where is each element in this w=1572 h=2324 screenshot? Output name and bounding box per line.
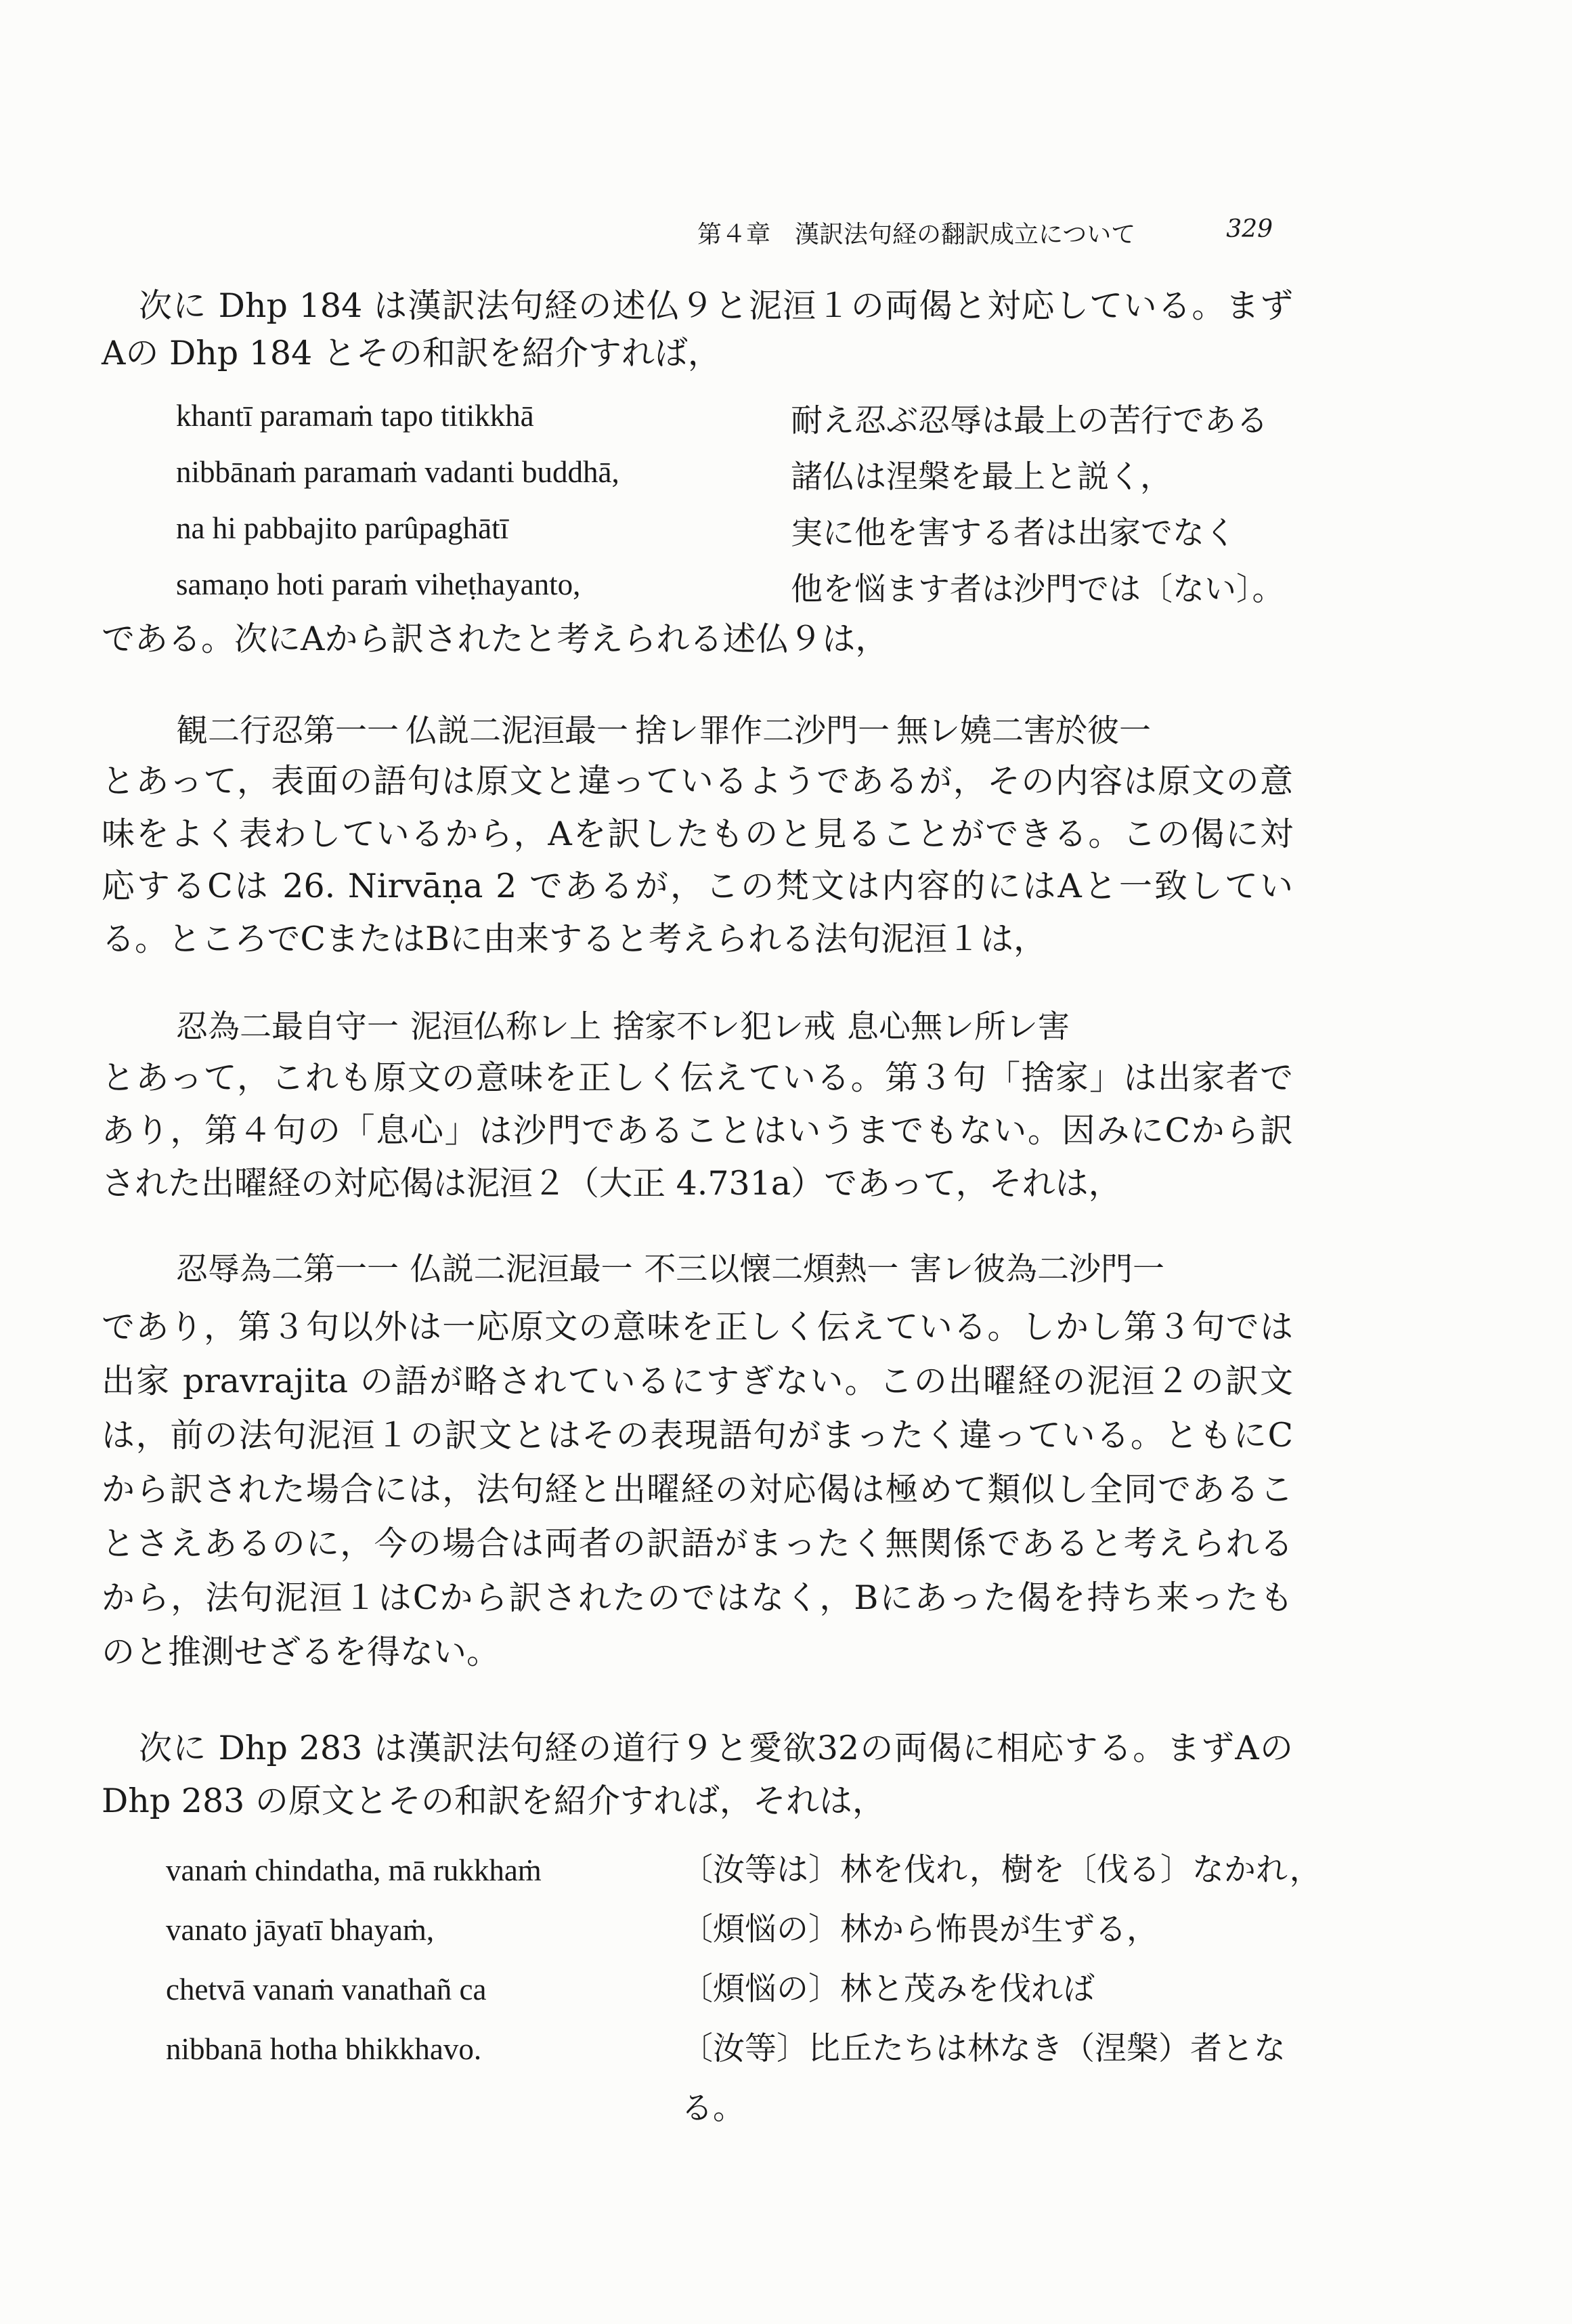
paragraph-line: Dhp 283 の原文とその和訳を紹介すれば，それは， [102, 1782, 886, 1820]
kanbun-phrase: 捨レ罪作二沙門一 [635, 712, 890, 750]
paragraph-line: から訳された場合には，法句経と出曜経の対応偈は極めて類似し全同であるこ [102, 1470, 1293, 1509]
pali-verse-line: nibbanā hotha bhikkhavo. [166, 2032, 482, 2066]
paragraph-line: 出家 pravrajita の語が略されているにすぎない。この出曜経の泥洹２の訳文 [102, 1362, 1293, 1400]
pali-verse-line: nibbānaṁ paramaṁ vadanti buddhā, [176, 455, 619, 489]
kanbun-phrase: 無レ嬈二害於彼一 [896, 712, 1151, 750]
page-number: 329 [1226, 215, 1273, 243]
kanbun-phrase: 捨家不レ犯レ戒 [613, 1008, 835, 1046]
pali-verse-line: khantī paramaṁ tapo titikkhā [176, 399, 534, 433]
pali-verse-line: vanato jāyatī bhayaṁ, [166, 1913, 435, 1947]
translation-line: 耐え忍ぶ忍辱は最上の苦行である [791, 402, 1268, 439]
paragraph-line: であり，第３句以外は一応原文の意味を正しく伝えている。しかし第３句では [102, 1308, 1293, 1346]
paragraph-line: とあって，表面の語句は原文と違っているようであるが，その内容は原文の意 [102, 762, 1293, 800]
chapter-title: 第４章 漢訳法句経の翻訳成立について [697, 221, 1136, 249]
paragraph-line: である。次にAから訳されたと考えられる述仏９は， [102, 620, 889, 658]
kanbun-phrase: 仏説二泥洹最一 [410, 1251, 633, 1288]
paragraph-line: 次に Dhp 184 は漢訳法句経の述仏９と泥洹１の両偈と対応している。まず [139, 286, 1293, 325]
translation-line: 実に他を害する者は出家でなく [791, 515, 1236, 552]
paragraph-line: 次に Dhp 283 は漢訳法句経の道行９と愛欲32の両偈に相応する。まずAの [139, 1729, 1293, 1767]
paragraph-line: あり，第４句の「息心」は沙門であることはいうまでもない。因みにCから訳 [102, 1111, 1293, 1150]
paragraph-line: とあって，これも原文の意味を正しく伝えている。第３句「捨家」は出家者で [102, 1058, 1293, 1097]
paragraph-line: は，前の法句泥洹１の訳文とはその表現語句がまったく違っている。ともにC [102, 1416, 1293, 1455]
translation-line: 諸仏は涅槃を最上と説く， [791, 458, 1173, 496]
paragraph-line: 味をよく表わしているから，Aを訳したものと見ることができる。この偈に対 [102, 815, 1293, 853]
paragraph-line: る。ところでCまたはBに由来すると考えられる法句泥洹１は， [102, 920, 1047, 958]
pali-verse-line: na hi pabbajito parûpaghātī [176, 511, 509, 545]
kanbun-verse [176, 1248, 1164, 1291]
kanbun-phrase: 仏説二泥洹最一 [406, 712, 628, 750]
translation-line: 〔汝等〕比丘たちは林なき（涅槃）者とな [681, 2030, 1286, 2067]
translation-line: 〔汝等は〕林を伐れ，樹を〔伐る〕なかれ， [681, 1851, 1322, 1889]
paragraph-line: から，法句泥洹１はCから訳されたのではなく，Bにあった偈を持ち来ったも [102, 1578, 1294, 1617]
paragraph-line: Aの Dhp 184 とその和訳を紹介すれば， [102, 334, 721, 372]
kanbun-phrase: 泥洹仏称レ上 [410, 1008, 601, 1046]
running-header [697, 215, 1273, 253]
paragraph-line: された出曜経の対応偈は泥洹２（大正 4.731a）であって，それは， [102, 1164, 1122, 1203]
kanbun-phrase: 害レ彼為二沙門一 [909, 1251, 1164, 1288]
kanbun-phrase: 忍為二最自守一 [176, 1008, 399, 1046]
kanbun-phrase: 観二行忍第一一 [176, 712, 399, 750]
paragraph-line: とさえあるのに，今の場合は両者の訳語がまったく無関係であると考えられる [102, 1524, 1293, 1563]
paragraph-line: のと推測せざるを得ない。 [102, 1633, 500, 1671]
kanbun-phrase: 忍辱為二第一一 [176, 1251, 399, 1288]
translation-line: る。 [681, 2090, 745, 2127]
translation-line: 他を悩ます者は沙門では〔ない〕。 [791, 571, 1284, 608]
kanbun-phrase: 息心無レ所レ害 [847, 1008, 1070, 1046]
kanbun-verse [176, 1006, 1070, 1049]
pali-verse-line: samaṇo hoti paraṁ viheṭhayanto, [176, 567, 581, 601]
pali-verse-line: chetvā vanaṁ vanathañ ca [166, 1973, 487, 2006]
translation-line: 〔煩悩の〕林と茂みを伐れば [681, 1971, 1095, 2008]
kanbun-phrase: 不三以懐二煩熱一 [644, 1251, 899, 1288]
translation-line: 〔煩悩の〕林から怖畏が生ずる， [681, 1911, 1158, 1948]
pali-verse-line: vanaṁ chindatha, mā rukkhaṁ [166, 1853, 542, 1887]
kanbun-verse [176, 710, 1151, 753]
paragraph-line: 応するCは 26. Nirvāṇa 2 であるが，この梵文は内容的にはAと一致してい [102, 867, 1293, 905]
